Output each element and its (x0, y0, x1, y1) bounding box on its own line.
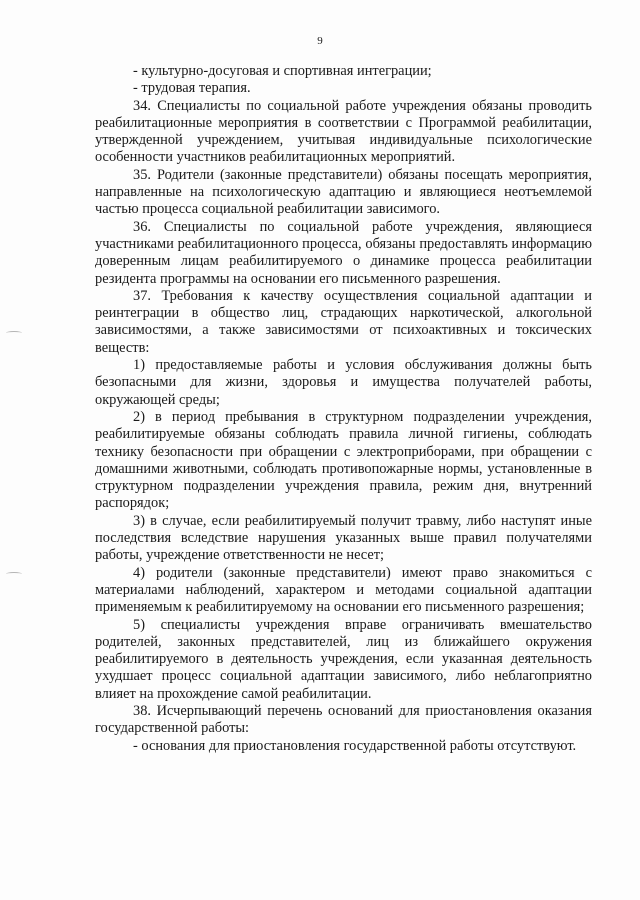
paragraph-37-item-2: 2) в период пребывания в структурном подразделении учреждения, реабилитируемые обязаны соблюдать правила личной гигиены, соблюдать технику безопасности при обращении с электроприборами, при обращении с домашними животными, соблюдать противопожарные нормы, установленные в структурном подразделении учреждения правила, режим дня, внутренний распорядок; (95, 408, 592, 512)
paragraph-36: 36. Специалисты по социальной работе учреждения, являющиеся участниками реабилитационного процесса, обязаны предоставлять информацию доверенным лицам реабилитируемого о динамике процесса реабилитации резидента программы на основании его письменного разрешения. (95, 218, 592, 287)
list-item-cultural-integration: - культурно-досуговая и спортивная интеграции; (133, 63, 432, 79)
paragraph-37: 37. Требования к качеству осуществления социальной адаптации и реинтеграции в общество лиц, страдающих наркотической, алкогольной зависимостями, а также зависимостями от психоактивных и токсических веществ: (95, 287, 592, 356)
paragraph-37-item-3: 3) в случае, если реабилитируемый получит травму, либо наступят иные последствия вследствие нарушения указанных выше правил получателями работы, учреждение ответственности не несет; (95, 512, 592, 564)
page-number: 9 (317, 35, 323, 47)
margin-mark (6, 331, 22, 335)
document-body (95, 63, 592, 755)
paragraph-37-item-5: 5) специалисты учреждения вправе ограничивать вмешательство родителей, законных представителей, лиц из ближайшего окружения реабилитируемого в деятельность учреждения, если указанная деятельность ухудшает процесс социальной адаптации зависимого, либо неблагоприятно влияет на прохождение самой реабилитации. (95, 616, 592, 702)
paragraph-34: 34. Специалисты по социальной работе учреждения обязаны проводить реабилитационные мероприятия в соответствии с Программой реабилитации, утвержденной учреждением, учитывая индивидуальные психологические особенности участников реабилитационных мероприятий. (95, 97, 592, 166)
paragraph-38-item: - основания для приостановления государственной работы отсутствуют. (133, 737, 577, 754)
margin-mark (6, 572, 22, 576)
paragraph-37-item-4: 4) родители (законные представители) имеют право знакомиться с материалами наблюдений, характером и методами социальной адаптации применяемым к реабилитируемому на основании его письменного разрешения; (95, 564, 592, 616)
paragraph-38: 38. Исчерпывающий перечень оснований для приостановления оказания государственной работы: (95, 702, 592, 737)
paragraph-35: 35. Родители (законные представители) обязаны посещать мероприятия, направленные на психологическую адаптацию и являющиеся неотъемлемой частью процесса социальной реабилитации зависимого. (95, 166, 592, 218)
paragraph-37-item-1: 1) предоставляемые работы и условия обслуживания должны быть безопасными для жизни, здоровья и имущества получателей работы, окружающей среды; (95, 357, 592, 408)
list-item-labor-therapy: - трудовая терапия. (133, 80, 251, 97)
